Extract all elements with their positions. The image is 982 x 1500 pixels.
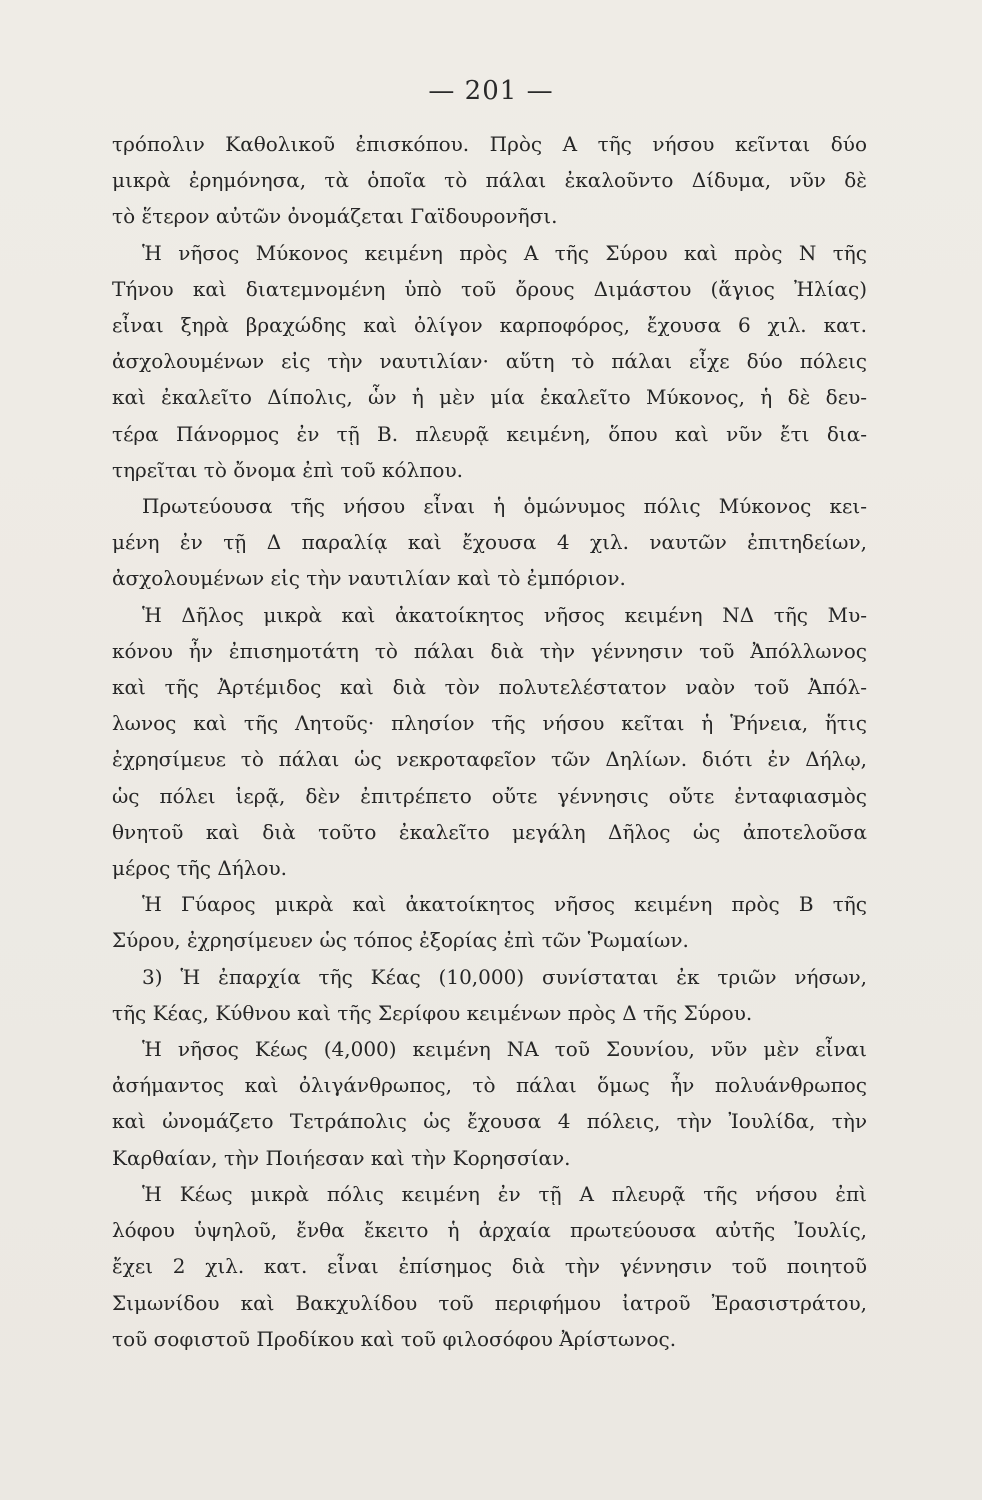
- text-line: τῆς Κέας, Κύθνου καὶ τῆς Σερίφου κειμένων πρὸς Δ τῆς Σύρου.: [112, 1000, 753, 1025]
- text-line: μέρος τῆς Δήλου.: [112, 856, 287, 881]
- text-line: ἐχρησίμευε τὸ πάλαι ὡς νεκροταφεῖον τῶν Δηλίων. διότι ἐν Δήλῳ,: [112, 747, 867, 772]
- text-line: Πρωτεύουσα τῆς νήσου εἶναι ἡ ὁμώνυμος πόλις Μύκονος κει-: [142, 494, 867, 519]
- text-line: θνητοῦ καὶ διὰ τοῦτο ἐκαλεῖτο μεγάλη Δῆλος ὡς ἀποτελοῦσα: [112, 819, 867, 844]
- text-line: τηρεῖται τὸ ὄνομα ἐπὶ τοῦ κόλπου.: [112, 457, 463, 482]
- text-line: τοῦ σοφιστοῦ Προδίκου καὶ τοῦ φιλοσόφου Ἀρίστωνος.: [112, 1326, 677, 1351]
- text-line: ἀσχολουμένων εἰς τὴν ναυτιλίαν καὶ τὸ ἐμπόριον.: [112, 566, 626, 591]
- text-line: Ἡ Κέως μικρὰ πόλις κειμένη ἐν τῇ Α πλευρᾷ τῆς νήσου ἐπὶ: [142, 1181, 867, 1206]
- text-line: μικρὰ ἐρημόνησα, τὰ ὁποῖα τὸ πάλαι ἐκαλοῦντο Δίδυμα, νῦν δὲ: [112, 168, 867, 193]
- text-line: Ἡ Γύαρος μικρὰ καὶ ἀκατοίκητος νῆσος κειμένη πρὸς Β τῆς: [142, 892, 867, 917]
- text-line: ἔχει 2 χιλ. κατ. εἶναι ἐπίσημος διὰ τὴν γέννησιν τοῦ ποιητοῦ: [112, 1254, 867, 1279]
- text-line: μένη ἐν τῇ Δ παραλίᾳ καὶ ἔχουσα 4 χιλ. ναυτῶν ἐπιτηδείων,: [112, 530, 867, 555]
- text-line: ἀσχολουμένων εἰς τὴν ναυτιλίαν· αὕτη τὸ πάλαι εἶχε δύο πόλεις: [112, 349, 867, 374]
- page-number: — 201 —: [428, 76, 554, 106]
- text-line: Τήνου καὶ διατεμνομένη ὑπὸ τοῦ ὄρους Διμάστου (ἅγιος Ἠλίας): [112, 276, 867, 301]
- text-line: Σιμωνίδου καὶ Βακχυλίδου τοῦ περιφήμου ἰατροῦ Ἐρασιστράτου,: [112, 1290, 867, 1315]
- text-line: εἶναι ξηρὰ βραχώδης καὶ ὀλίγον καρποφόρος, ἔχουσα 6 χιλ. κατ.: [112, 313, 867, 338]
- text-line: τρόπολιν Καθολικοῦ ἐπισκόπου. Πρὸς Α τῆς νήσου κεῖνται δύο: [112, 132, 867, 156]
- text-line: λόφου ὑψηλοῦ, ἔνθα ἔκειτο ἡ ἀρχαία πρωτεύουσα αὐτῆς Ἰουλίς,: [112, 1218, 867, 1243]
- text-line: Σύρου, ἐχρησίμευεν ὡς τόπος ἐξορίας ἐπὶ τῶν Ῥωμαίων.: [112, 928, 689, 953]
- text-line: καὶ ὠνομάζετο Τετράπολις ὡς ἔχουσα 4 πόλεις, τὴν Ἰουλίδα, τὴν: [112, 1109, 867, 1134]
- text-line: 3) Ἡ ἐπαρχία τῆς Κέας (10,000) συνίσταται ἐκ τριῶν νήσων,: [142, 964, 867, 989]
- text-line: Ἡ νῆσος Μύκονος κειμένη πρὸς Α τῆς Σύρου καὶ πρὸς Ν τῆς: [142, 240, 867, 265]
- text-line: λωνος καὶ τῆς Λητοῦς· πλησίον τῆς νήσου κεῖται ἡ Ῥήνεια, ἥτις: [112, 711, 867, 736]
- text-line: ἀσήμαντος καὶ ὀλιγάνθρωπος, τὸ πάλαι ὅμως ἦν πολυάνθρωπος: [112, 1073, 867, 1098]
- text-line: Ἡ νῆσος Κέως (4,000) κειμένη ΝΑ τοῦ Σουνίου, νῦν μὲν εἶναι: [142, 1037, 867, 1062]
- text-line: καὶ τῆς Ἀρτέμιδος καὶ διὰ τὸν πολυτελέστατον ναὸν τοῦ Ἀπόλ-: [112, 675, 867, 700]
- body-text: [112, 126, 867, 1357]
- text-line: τέρα Πάνορμος ἐν τῇ Β. πλευρᾷ κειμένη, ὅπου καὶ νῦν ἔτι δια-: [112, 421, 867, 446]
- text-line: ὡς πόλει ἱερᾷ, δὲν ἐπιτρέπετο οὔτε γέννησις οὔτε ἐνταφιασμὸς: [112, 783, 867, 808]
- text-line: κόνου ἦν ἐπισημοτάτη τὸ πάλαι διὰ τὴν γέννησιν τοῦ Ἀπόλλωνος: [112, 638, 867, 663]
- text-line: τὸ ἕτερον αὐτῶν ὀνομάζεται Γαϊδουρονῆσι.: [112, 204, 558, 229]
- text-line: Ἡ Δῆλος μικρὰ καὶ ἀκατοίκητος νῆσος κειμένη ΝΔ τῆς Μυ-: [142, 602, 867, 627]
- text-line: καὶ ἐκαλεῖτο Δίπολις, ὧν ἡ μὲν μία ἐκαλεῖτο Μύκονος, ἡ δὲ δευ-: [112, 385, 867, 410]
- text-line: Καρθαίαν, τὴν Ποιήεσαν καὶ τὴν Κορησσίαν.: [112, 1145, 571, 1170]
